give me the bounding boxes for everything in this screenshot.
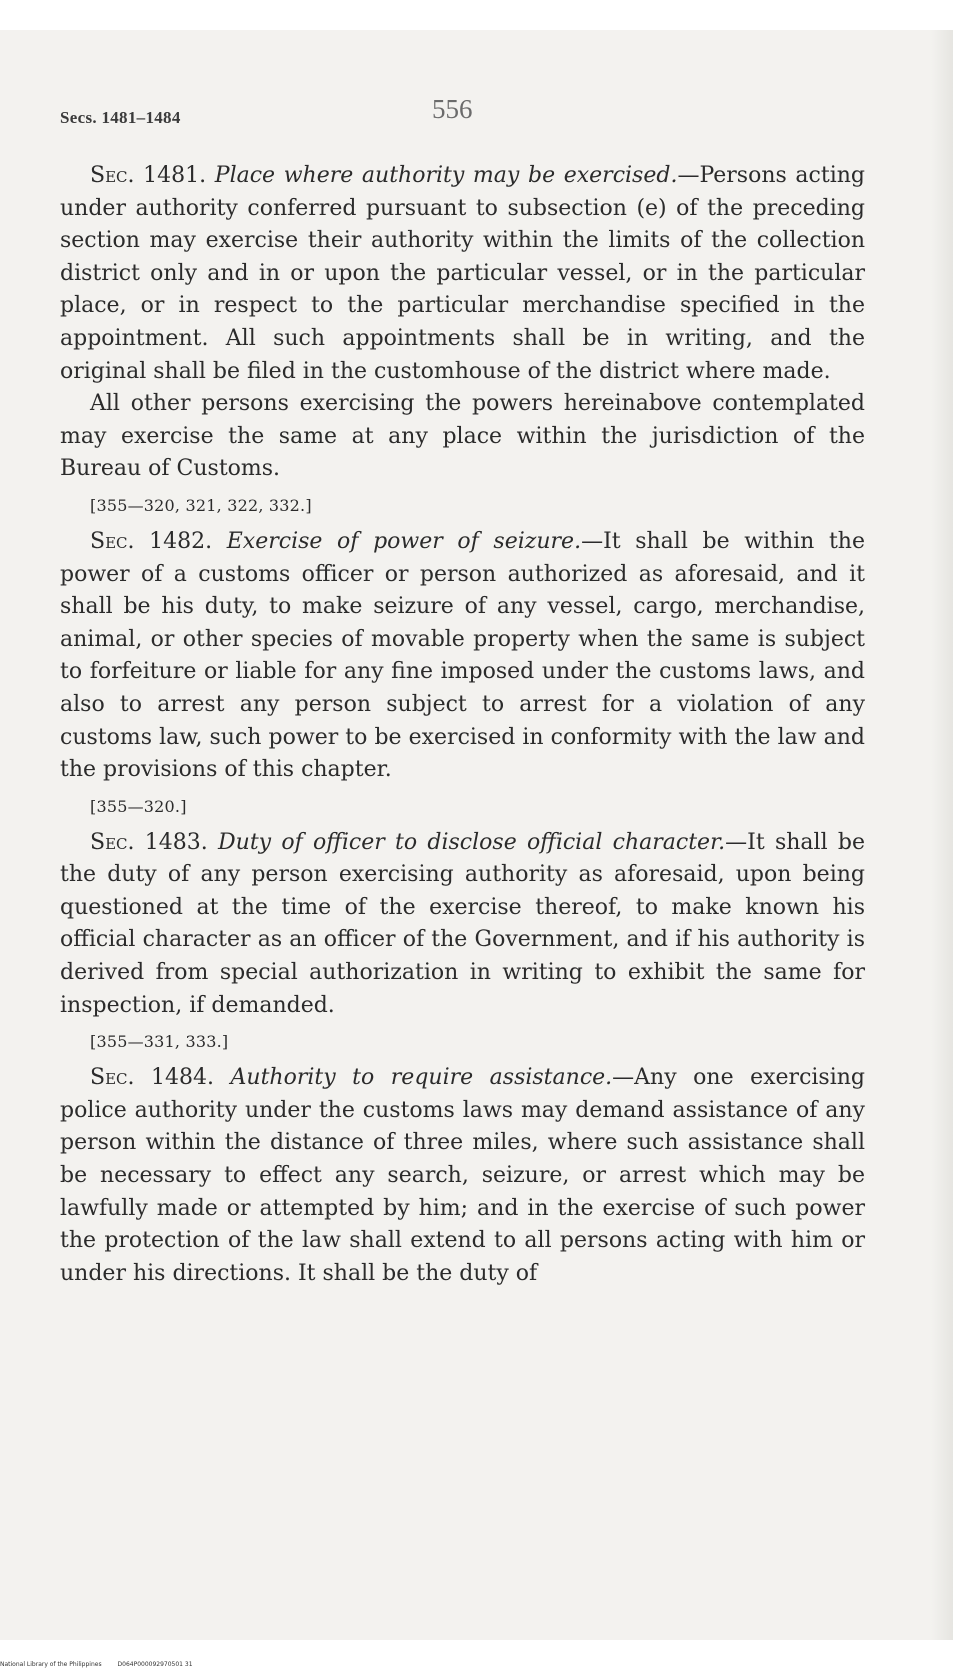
section-caption: Place where authority may be exercised. [214, 163, 678, 188]
running-head [60, 92, 880, 132]
section-body: —Any one exercising police authority under the customs laws may demand assistance of any person within the distance of three miles, where such assistance shall be necessary to effect any search, seizure, or arrest which may be lawfully made or attempted by him; and in the exercise of such power the protection of the law shall extend to all persons acting with him or under his directions. It shall be the duty of [60, 1065, 866, 1286]
section-1483 [60, 827, 865, 1023]
statute-text [60, 160, 865, 1290]
section-label: Sec. 1483. [90, 829, 208, 855]
citation-1483: [355—331, 333.] [90, 1032, 229, 1052]
section-body: —It shall be the duty of any person exercising authority as aforesaid, upon being questioned at the time of the exercise thereof, to make known his official character as an officer of the Government, and if his authority is derived from special authorization in writing to exhibit the same for inspection, if demanded. [60, 829, 865, 1018]
section-caption: Exercise of power of seizure. [226, 528, 582, 554]
library-name: National Library of the Philippines [0, 1661, 102, 1668]
section-body: —Persons acting under authority conferred pursuant to subsection (e) of the preceding section may exercise their authority within the limits of the collection district only and in or upon the particular vessel, or in the particular place, or in respect to the particular merchandise specified in the appointment. All such appointments shall be in writing, and the original shall be filed in the customhouse of the district where made. [60, 163, 865, 384]
section-caption: Duty of officer to disclose official character. [218, 829, 726, 855]
scan-footer [0, 1661, 193, 1668]
citation-1481: [355—320, 321, 322, 332.] [90, 495, 312, 515]
section-1481 [60, 160, 865, 388]
page-number: 556 [432, 94, 473, 124]
section-1482 [60, 526, 865, 787]
page-scan [0, 30, 953, 1640]
section-1484 [60, 1062, 865, 1290]
section-label: Sec. 1481. [90, 163, 207, 188]
section-caption: Authority to require assistance. [230, 1065, 613, 1091]
section-label: Sec. 1482. [90, 528, 213, 554]
item-id: D064P000092970501 31 [117, 1661, 193, 1668]
section-body: —It shall be within the power of a customs officer or person authorized as aforesaid, and it shall be his duty, to make seizure of any vessel, cargo, merchandise, animal, or other species of movable property when the same is subject to forfeiture or liable for any fine imposed under the customs laws, and also to arrest any person subject to arrest for a violation of any customs law, such power to be exercised in conformity with the law and the provisions of this chapter. [60, 528, 865, 783]
section-label: Sec. 1484. [90, 1065, 214, 1091]
section-1481-paragraph-2: All other persons exercising the powers hereinabove contemplated may exercise the same at any place within the jurisdiction of the Bureau of Customs. [60, 391, 865, 482]
citation-1482: [355—320.] [90, 796, 187, 816]
section-range: Secs. 1481–1484 [60, 108, 181, 127]
